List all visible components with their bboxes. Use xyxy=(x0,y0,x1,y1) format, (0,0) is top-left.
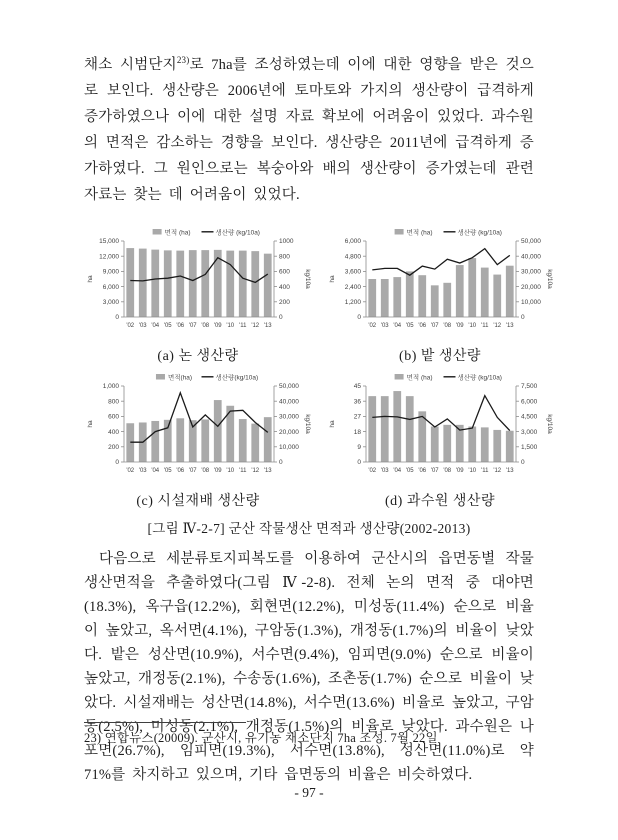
svg-text:0: 0 xyxy=(279,314,283,322)
svg-text:'13: '13 xyxy=(505,323,514,329)
svg-text:'07: '07 xyxy=(430,468,439,474)
svg-text:6,000: 6,000 xyxy=(521,398,538,406)
svg-text:'05: '05 xyxy=(405,323,414,329)
svg-text:'12: '12 xyxy=(493,468,502,474)
svg-text:2,400: 2,400 xyxy=(344,283,361,291)
svg-text:'09: '09 xyxy=(455,323,464,329)
svg-text:'06: '06 xyxy=(418,468,427,474)
svg-text:'03: '03 xyxy=(138,323,147,329)
svg-text:'06: '06 xyxy=(176,468,185,474)
svg-text:kg/10a: kg/10a xyxy=(546,269,553,289)
svg-text:생산량 (kg/10a): 생산량 (kg/10a) xyxy=(457,374,502,382)
svg-text:'05: '05 xyxy=(405,468,414,474)
svg-text:400: 400 xyxy=(108,428,119,436)
svg-text:20,000: 20,000 xyxy=(279,428,299,436)
svg-text:45: 45 xyxy=(353,383,361,391)
svg-text:600: 600 xyxy=(108,413,119,421)
svg-text:'02: '02 xyxy=(126,468,135,474)
svg-text:30,000: 30,000 xyxy=(521,268,541,276)
figure-caption: [그림 Ⅳ-2-7] 군산 작물생산 면적과 생산량(2002-2013) xyxy=(147,521,471,536)
svg-text:'05: '05 xyxy=(163,323,172,329)
svg-text:'09: '09 xyxy=(213,468,222,474)
chart-caption-a: (a) 논 생산량 xyxy=(157,349,239,364)
svg-text:'12: '12 xyxy=(251,468,260,474)
svg-text:ha: ha xyxy=(87,420,94,428)
svg-text:'12: '12 xyxy=(493,323,502,329)
page-number: - 97 - xyxy=(294,785,324,800)
chart-rice-paddy xyxy=(84,224,312,342)
chart-cell-a xyxy=(84,224,312,365)
svg-text:'10: '10 xyxy=(468,323,477,329)
svg-text:0: 0 xyxy=(279,459,283,467)
svg-text:'04: '04 xyxy=(393,468,402,474)
footnote-block xyxy=(84,722,534,746)
svg-text:27: 27 xyxy=(353,413,361,421)
footnote-ref: 23) xyxy=(176,55,190,66)
svg-text:200: 200 xyxy=(279,299,290,306)
chart-cell-d xyxy=(326,369,554,510)
svg-text:면적 (ha): 면적 (ha) xyxy=(164,229,191,237)
svg-text:'02: '02 xyxy=(126,323,135,329)
svg-text:kg/10a: kg/10a xyxy=(304,269,311,289)
svg-text:'03: '03 xyxy=(380,323,389,329)
chart-field xyxy=(326,224,554,342)
chart-caption-d: (d) 과수원 생산량 xyxy=(385,494,495,509)
svg-text:'06: '06 xyxy=(418,323,427,329)
footnote-divider xyxy=(84,722,246,723)
svg-text:3,600: 3,600 xyxy=(344,268,361,276)
svg-text:0: 0 xyxy=(521,314,525,322)
svg-text:'04: '04 xyxy=(151,323,160,329)
svg-text:1,200: 1,200 xyxy=(344,299,361,306)
svg-text:kg/10a: kg/10a xyxy=(546,414,553,434)
svg-text:'10: '10 xyxy=(468,468,477,474)
svg-text:20,000: 20,000 xyxy=(521,283,541,291)
chart-cell-b xyxy=(326,224,554,365)
paragraph-2: 다음으로 세분류토지피복도를 이용하여 군산시의 읍면동별 작물 생산면적을 추출하였다(그림 Ⅳ-2-8). 전체 논의 면적 중 대야면(18.3%), 옥구읍(12.2%), 회현면(12.2%), 미성동(11.4%) 순으로 비율이 높았고, 옥서면(4.1%), 구암동(1.3%), 개정동(1.7%)의 비율이 낮았다. 밭은 성산면(10.9%), 서수면(9.4%), 임피면(9.0%) 순으로 비율이 높았고, 개정동(2.1%), 수송동(1.6%), 조촌동(1.7%) 순으로 비율이 낮았다. 시설재배는 성산면(14.8%), 서수면(13.6%) 비율로 높았고, 구암동(2.5%), 미성동(2.1%), 개정동(1.5%)의 비율로 낮았다. 과수원은 나포면(26.7%), 임피면(19.3%), 서수면(13.8%), 성산면(11.0%)로 약 71%를 차지하고 있으며, 기타 읍면동의 비율은 비슷하였다. xyxy=(84,551,534,783)
svg-text:kg/10a: kg/10a xyxy=(304,414,311,434)
svg-text:3,000: 3,000 xyxy=(102,299,119,306)
svg-text:'07: '07 xyxy=(430,323,439,329)
svg-text:10,000: 10,000 xyxy=(279,444,299,451)
svg-text:ha: ha xyxy=(329,275,336,283)
chart-caption-b: (b) 밭 생산량 xyxy=(399,349,481,364)
paragraph-1 xyxy=(84,52,534,208)
svg-text:15,000: 15,000 xyxy=(99,238,119,246)
svg-text:12,000: 12,000 xyxy=(99,253,119,261)
svg-text:'08: '08 xyxy=(201,468,210,474)
svg-text:ha: ha xyxy=(87,275,94,283)
svg-text:50,000: 50,000 xyxy=(279,383,299,391)
svg-text:36: 36 xyxy=(353,398,361,406)
svg-text:생산량 (kg/10a): 생산량 (kg/10a) xyxy=(215,229,260,237)
svg-text:3,000: 3,000 xyxy=(521,428,538,436)
svg-text:'10: '10 xyxy=(226,468,235,474)
svg-text:면적(ha): 면적(ha) xyxy=(167,374,193,382)
svg-text:생산량(kg/10a): 생산량(kg/10a) xyxy=(215,374,259,382)
svg-text:'11: '11 xyxy=(239,468,247,474)
svg-text:생산량 (kg/10a): 생산량 (kg/10a) xyxy=(457,229,502,237)
svg-text:0: 0 xyxy=(357,314,361,322)
svg-text:'11: '11 xyxy=(239,323,247,329)
svg-text:'09: '09 xyxy=(455,468,464,474)
svg-text:'02: '02 xyxy=(368,468,377,474)
svg-text:'12: '12 xyxy=(251,323,260,329)
svg-text:30,000: 30,000 xyxy=(279,413,299,421)
svg-text:4,500: 4,500 xyxy=(521,413,538,421)
svg-text:'04: '04 xyxy=(393,323,402,329)
svg-text:600: 600 xyxy=(279,268,290,276)
svg-text:0: 0 xyxy=(521,459,525,467)
svg-text:50,000: 50,000 xyxy=(521,238,541,246)
paragraph-1-post: 로 7ha를 조성하였는데 이에 대한 영향을 받은 것으로 보인다. 생산량은 2006년에 토마토와 가지의 생산량이 급격하게 증가하였으나 이에 대한 설명 자료 확보에 어려움이 있었다. 과수원의 면적은 감소하는 경향을 보인다. 생산량은 2011년에 급격하게 증가하였다. 그 원인으로는 복숭아와 배의 생산량이 증가였는데 관련 자료는 찾는 데 어려움이 있었다. xyxy=(84,57,534,203)
svg-text:40,000: 40,000 xyxy=(521,253,541,261)
svg-text:1000: 1000 xyxy=(279,238,294,246)
svg-text:'13: '13 xyxy=(263,468,272,474)
paragraph-1-pre: 채소 시범단지 xyxy=(84,57,177,73)
svg-text:200: 200 xyxy=(108,444,119,451)
svg-text:'07: '07 xyxy=(188,323,197,329)
svg-text:0: 0 xyxy=(357,459,361,467)
svg-text:면적 (ha): 면적 (ha) xyxy=(406,374,433,382)
svg-text:'11: '11 xyxy=(481,323,489,329)
svg-text:면적 (ha): 면적 (ha) xyxy=(406,229,433,237)
svg-text:ha: ha xyxy=(329,420,336,428)
svg-text:400: 400 xyxy=(279,283,290,291)
svg-text:1,000: 1,000 xyxy=(102,383,119,391)
svg-text:'13: '13 xyxy=(263,323,272,329)
svg-text:9,000: 9,000 xyxy=(102,268,119,276)
footnote-text: 23) 연합뉴스(20009). 군산시, 유기농 채소단지 7ha 조성. 7월 22일 xyxy=(84,731,438,745)
chart-cell-c xyxy=(84,369,312,510)
svg-text:6,000: 6,000 xyxy=(344,238,361,246)
svg-text:'07: '07 xyxy=(188,468,197,474)
chart-greenhouse xyxy=(84,369,312,487)
svg-text:40,000: 40,000 xyxy=(279,398,299,406)
svg-text:1,500: 1,500 xyxy=(521,444,538,451)
svg-text:7,500: 7,500 xyxy=(521,383,538,391)
svg-text:'08: '08 xyxy=(443,468,452,474)
svg-text:0: 0 xyxy=(115,314,119,322)
svg-text:'08: '08 xyxy=(201,323,210,329)
svg-text:800: 800 xyxy=(279,253,290,261)
svg-text:'02: '02 xyxy=(368,323,377,329)
svg-text:10,000: 10,000 xyxy=(521,299,541,306)
svg-text:18: 18 xyxy=(353,428,361,436)
svg-text:'08: '08 xyxy=(443,323,452,329)
svg-text:'13: '13 xyxy=(505,468,514,474)
svg-text:'03: '03 xyxy=(380,468,389,474)
svg-text:0: 0 xyxy=(115,459,119,467)
svg-text:'04: '04 xyxy=(151,468,160,474)
svg-text:'11: '11 xyxy=(481,468,489,474)
svg-text:4,800: 4,800 xyxy=(344,253,361,261)
svg-text:6,000: 6,000 xyxy=(102,283,119,291)
svg-text:9: 9 xyxy=(357,444,361,451)
svg-text:'05: '05 xyxy=(163,468,172,474)
svg-text:'09: '09 xyxy=(213,323,222,329)
svg-text:'03: '03 xyxy=(138,468,147,474)
svg-text:800: 800 xyxy=(108,398,119,406)
chart-caption-c: (c) 시설재배 생산량 xyxy=(136,494,260,509)
svg-text:'10: '10 xyxy=(226,323,235,329)
figure-iv-2-7 xyxy=(84,224,553,510)
svg-text:'06: '06 xyxy=(176,323,185,329)
chart-orchard xyxy=(326,369,554,487)
